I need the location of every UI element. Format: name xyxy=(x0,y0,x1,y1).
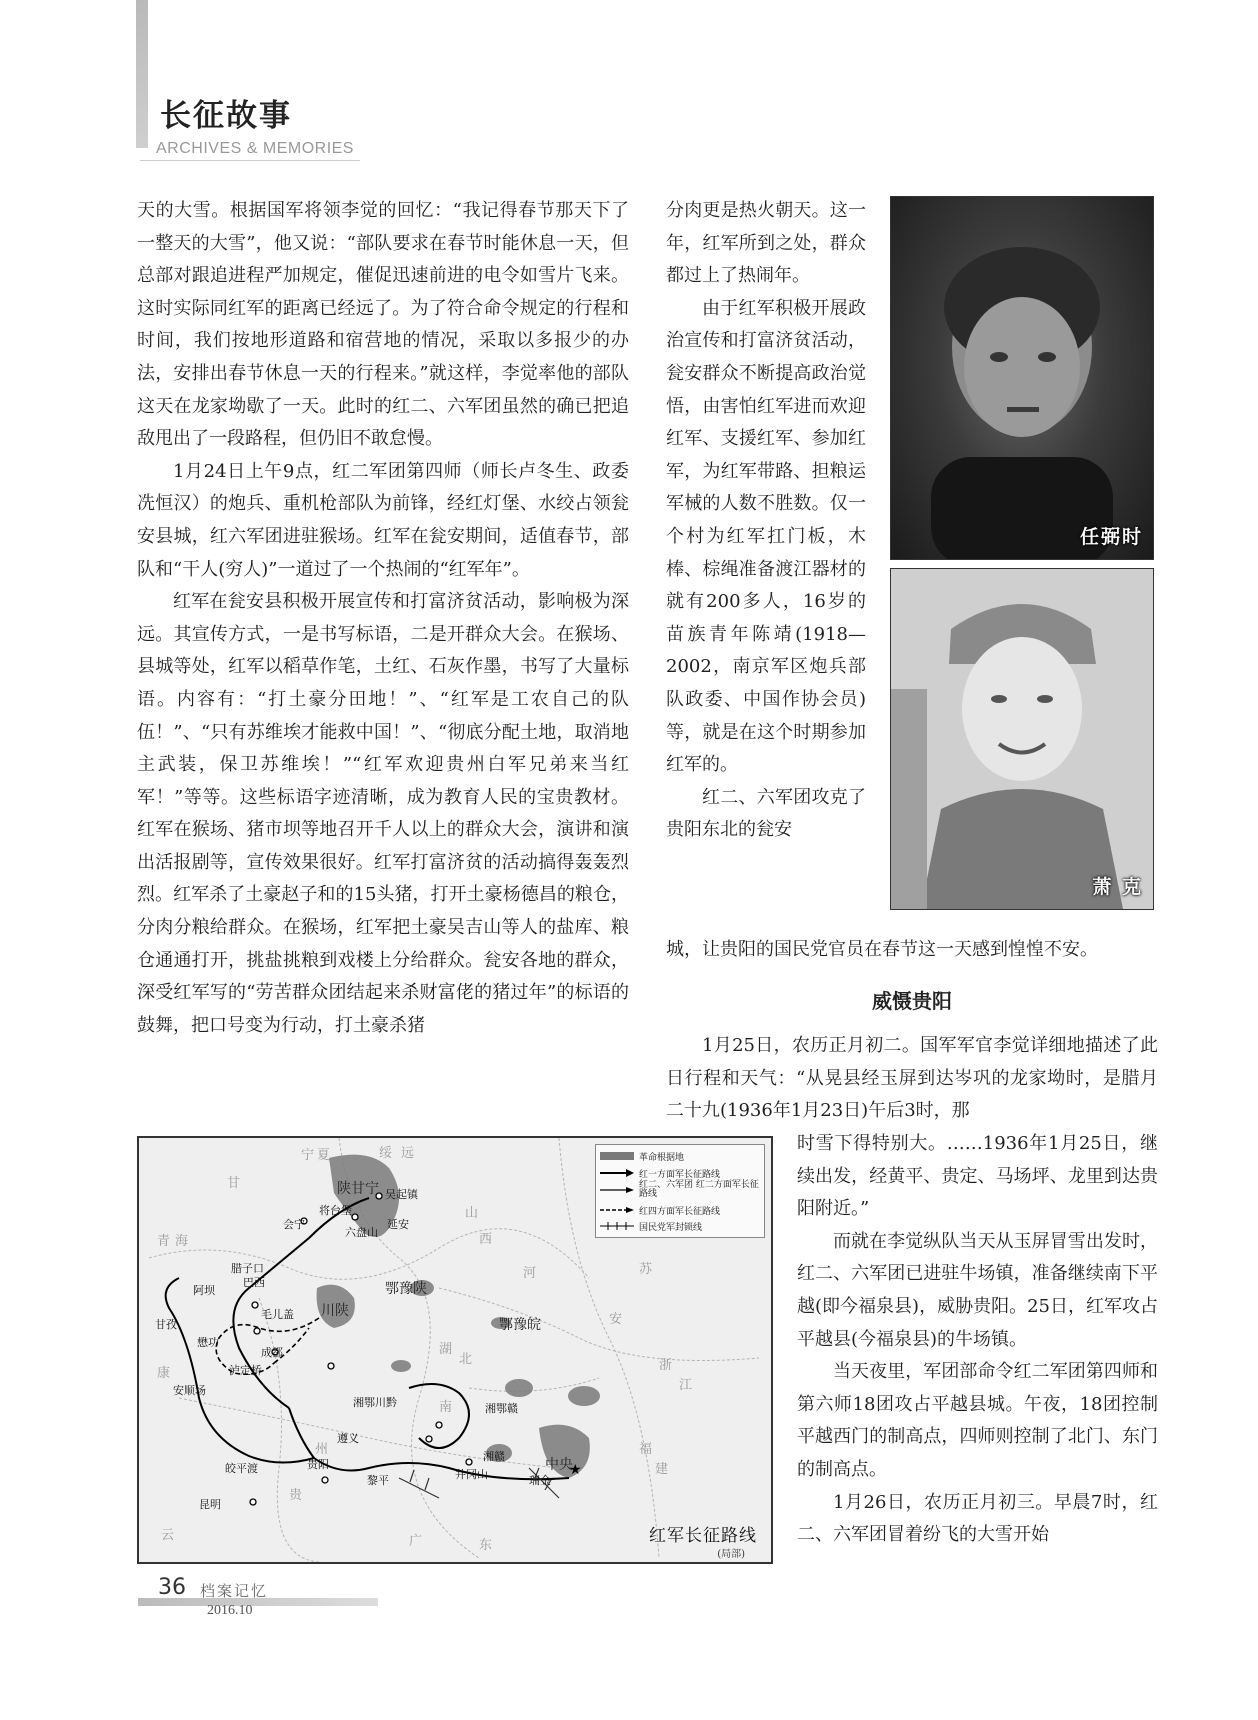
photo-caption-top: 任弼时 xyxy=(1079,526,1143,548)
legend-label-fourth-army: 红四方面军长征路线 xyxy=(639,1206,721,1217)
map-faint-henan: 河 xyxy=(523,1266,537,1281)
map-faint-guang: 广 xyxy=(409,1534,423,1549)
middle-paragraph-3: 红二、六军团攻克了贵阳东北的瓮安 xyxy=(666,786,866,841)
map-label-aba: 阿坝 xyxy=(193,1284,215,1297)
header-divider xyxy=(140,160,360,161)
portrait-photo-bottom xyxy=(890,568,1154,910)
map-faint-jiang: 江 xyxy=(679,1378,693,1393)
star-icon: ★ xyxy=(569,1462,582,1478)
legend-arrow-icon xyxy=(600,1186,634,1194)
map-faint-ning: 宁 xyxy=(301,1148,315,1163)
map-faint-zhe: 浙 xyxy=(659,1358,673,1373)
legend-label-blockade: 国民党军封锁线 xyxy=(639,1222,703,1233)
legend-row-first-army xyxy=(600,1166,720,1180)
map-label-shaanganning: 陕甘宁 xyxy=(337,1181,379,1197)
map-label-xianggan: 湘鄂赣 xyxy=(485,1402,518,1415)
legend-arrow-icon xyxy=(600,1169,634,1177)
map-label-liupanshan: 六盘山 xyxy=(345,1226,378,1239)
map-faint-hai: 海 xyxy=(175,1234,189,1249)
right-paragraph-3: 当天夜里，军团部命令红二军团第四师和第六师18团攻占平越县城。午夜，18团控制平越西门的制高点，四师则控制了北门、东门的制高点。 xyxy=(797,1361,1158,1480)
left-paragraph-3: 红军在瓮安县积极开展宣传和打富济贫活动，影响极为深远。其宣传方式，一是书写标语，二是开群众大会。在猴场、县城等处，红军以稻草作笔，土红、石灰作墨，书写了大量标语。内容有：“打土豪分田地！”、“红军是工农自己的队伍！”、“只有苏维埃才能救中国！”、“彻底分配土地，取消地主武装，保卫苏维埃！”“红军欢迎贵州白军兄弟来当红军！”等等。这些标语字迹清晰，成为教育人民的宝贵教材。红军在猴场、猪市坝等地召开千人以上的群众大会，演讲和演出活报剧等，宣传效果很好。红军打富济贫的活动搞得轰轰烈烈。红军杀了土豪赵子和的15头猪，打开土豪杨德昌的粮仓，分肉分粮给群众。在猴场，红军把土豪吴吉山等人的盐库、粮仓通通打开，挑盐挑粮到戏楼上分给群众。瓮安各地的群众，深受红军写的“劳苦群众团结起来杀财富佬的猪过年”的标语的鼓舞，把口号变为行动，打土豪杀猪 xyxy=(137,591,629,1036)
portrait-photo-top xyxy=(890,196,1154,560)
right-paragraph-1: 1月25日，农历正月初二。国军军官李觉详细地描述了此日行程和天气：“从晃县经玉屏到达岑巩的龙家坳时，是腊月二十九(1936年1月23日)午后3时，那 xyxy=(666,1035,1158,1122)
map-title: 红军长征路线 xyxy=(649,1526,757,1546)
map-faint-yun: 云 xyxy=(161,1528,175,1543)
map-label-baxi: 巴西 xyxy=(243,1276,265,1289)
map-label-jiangtaibao: 将台堡 xyxy=(319,1204,352,1217)
right-paragraph-4: 1月26日，农历正月初三。早晨7时，红二、六军团冒着纷飞的大雪开始 xyxy=(797,1491,1158,1546)
photo-caption-bottom: 萧 克 xyxy=(1092,876,1143,898)
map-faint-xi: 西 xyxy=(479,1232,493,1247)
legend-row-blockade xyxy=(600,1219,702,1233)
map-faint-hu: 湖 xyxy=(439,1342,453,1357)
map-label-xianggansheng: 湘赣 xyxy=(483,1450,505,1463)
map-faint-jian: 建 xyxy=(655,1462,669,1477)
map-label-eyushan: 鄂豫陕 xyxy=(385,1281,427,1297)
map-faint-zhou: 州 xyxy=(315,1442,329,1457)
legend-row-base xyxy=(600,1149,684,1163)
map-label-chengdu: 成都 xyxy=(261,1346,283,1359)
map-label-zunyi: 遵义 xyxy=(337,1432,359,1445)
legend-label-first-army: 红一方面军长征路线 xyxy=(639,1169,721,1180)
portrait-silhouette-icon xyxy=(891,197,1153,559)
header-accent-bar xyxy=(136,0,148,148)
right-column-top xyxy=(666,1030,1158,1128)
map-label-jinggangshan: 井冈山 xyxy=(455,1468,488,1481)
left-paragraph-2: 1月24日上午9点，红二军团第四师（师长卢冬生、政委冼恒汉）的炮兵、重机枪部队为前锋，经红灯堡、水绞占领瓮安县城，红六军团进驻猴场。红军在瓮安期间，适值春节，部队和“干人(穷人)”一道过了一个热闹的“红军年”。 xyxy=(137,460,629,580)
map-faint-shan: 山 xyxy=(465,1206,479,1221)
continuation-line: 城，让贵阳的国民党官员在春节这一天感到惶惶不安。 xyxy=(666,939,1098,960)
legend-dashed-arrow-icon xyxy=(600,1206,634,1214)
map-label-kunming: 昆明 xyxy=(199,1498,221,1511)
map-label-maogong: 懋功 xyxy=(197,1336,219,1349)
map-label-huining: 会宁 xyxy=(283,1218,305,1231)
middle-paragraph-1: 分肉更是热火朝天。这一年，红军所到之处，群众都过上了热闹年。 xyxy=(666,200,866,287)
middle-column xyxy=(666,195,866,847)
map-faint-qing: 青 xyxy=(157,1234,171,1249)
map-label-yanan: 延安 xyxy=(387,1218,409,1231)
map-faint-nan: 南 xyxy=(439,1400,453,1415)
map-label-zhongyang: 中央 xyxy=(545,1457,573,1473)
map-faint-kang: 康 xyxy=(157,1366,171,1381)
map-label-wuqizhen: 吴起镇 xyxy=(385,1188,418,1201)
map-faint-su: 苏 xyxy=(639,1262,653,1277)
legend-row-fourth-army xyxy=(600,1203,720,1217)
map-label-luding: 泸定桥 xyxy=(229,1364,262,1377)
magazine-name: 档案记忆 xyxy=(200,1582,269,1600)
map-label-maoergai: 毛儿盖 xyxy=(261,1308,294,1321)
legend-row-second-army xyxy=(600,1180,759,1199)
page-number: 36 xyxy=(158,1575,186,1600)
middle-paragraph-2: 由于红军积极开展政治宣传和打富济贫活动，瓮安群众不断提高政治觉悟，由害怕红军进而欢迎红军、支援红军、参加红军，为红军带路、担粮运军械的人数不胜数。仅一个村为红军扛门板，木棒、棕绳准备渡江器材的就有200多人，16岁的苗族青年陈靖(1918—2002，南京军区炮兵部队政委、中国作协会员)等，就是在这个时期参加红军的。 xyxy=(666,297,866,776)
map-label-lazikou: 腊子口 xyxy=(231,1262,264,1275)
right-column-wrapped xyxy=(797,1128,1158,1552)
section-title: 长征故事 xyxy=(160,98,292,134)
issue-date: 2016.10 xyxy=(207,1603,253,1618)
map-label-jiaopingdu: 皎平渡 xyxy=(225,1462,258,1475)
section-subtitle: ARCHIVES & MEMORIES xyxy=(156,140,354,157)
portrait-silhouette-icon xyxy=(891,569,1153,909)
left-paragraph-1: 天的大雪。根据国军将领李觉的回忆：“我记得春节那天下了一整天的大雪”，他又说：“部队要求在春节时能休息一天，但总部对跟追进程严加规定，催促迅速前进的电令如雪片飞来。这时实际同红军的距离已经远了。为了符合命令规定的行程和时间，我们按地形道路和宿营地的情况，采取以多报少的办法，安排出春节休息一天的行程来。”就这样，李觉率他的部队这天在龙家坳歇了一天。此时的红二、六军团虽然的确已把追敌甩出了一段路程，但仍旧不敢怠慢。 xyxy=(137,200,629,450)
map-label-liping: 黎平 xyxy=(367,1474,389,1487)
right-paragraph-2: 而就在李觉纵队当天从玉屏冒雪出发时，红二、六军团已进驻牛场镇，准备继续南下平越(即今福泉县)，威胁贵阳。25日，红军攻占平越县(今福泉县)的牛场镇。 xyxy=(797,1230,1158,1350)
map-faint-bei: 北 xyxy=(459,1352,473,1367)
map-label-anshunchang: 安顺场 xyxy=(173,1384,206,1397)
legend-label-base: 革命根据地 xyxy=(639,1152,685,1163)
map-label-ganzi: 甘孜 xyxy=(155,1318,177,1331)
map-label-chuanshan: 川陕 xyxy=(321,1303,349,1319)
map-faint-yuan: 远 xyxy=(401,1146,415,1161)
map-legend xyxy=(595,1144,765,1238)
legend-label-second-army: 红二、六军团 红二方面军长征路线 xyxy=(639,1180,759,1199)
legend-blockade-icon xyxy=(600,1222,634,1230)
map-label-xiangexichuanqian: 湘鄂川黔 xyxy=(353,1396,397,1409)
map-faint-gan: 甘 xyxy=(227,1176,241,1191)
map-label-guiyang: 贵阳 xyxy=(307,1458,329,1471)
map-faint-an: 安 xyxy=(609,1312,623,1327)
map-faint-dong: 东 xyxy=(479,1538,493,1553)
section-subheading: 威慑贵阳 xyxy=(872,989,952,1013)
map-label-ruijin: 瑞金 xyxy=(529,1474,551,1487)
map-faint-xia: 夏 xyxy=(317,1148,331,1163)
long-march-map xyxy=(137,1136,773,1564)
left-column xyxy=(137,195,629,1042)
right-paragraph-1-continued: 时雪下得特别大。……1936年1月25日，继续出发，经黄平、贵定、马场坪、龙里到达贵阳附近。” xyxy=(797,1133,1158,1220)
map-faint-fu: 福 xyxy=(639,1442,653,1457)
legend-swatch-base xyxy=(600,1152,634,1160)
map-faint-gui: 贵 xyxy=(289,1488,303,1503)
map-note: (局部) xyxy=(717,1549,745,1560)
map-faint-sui: 绥 xyxy=(379,1146,393,1161)
map-label-eyuwan: 鄂豫皖 xyxy=(499,1317,541,1333)
